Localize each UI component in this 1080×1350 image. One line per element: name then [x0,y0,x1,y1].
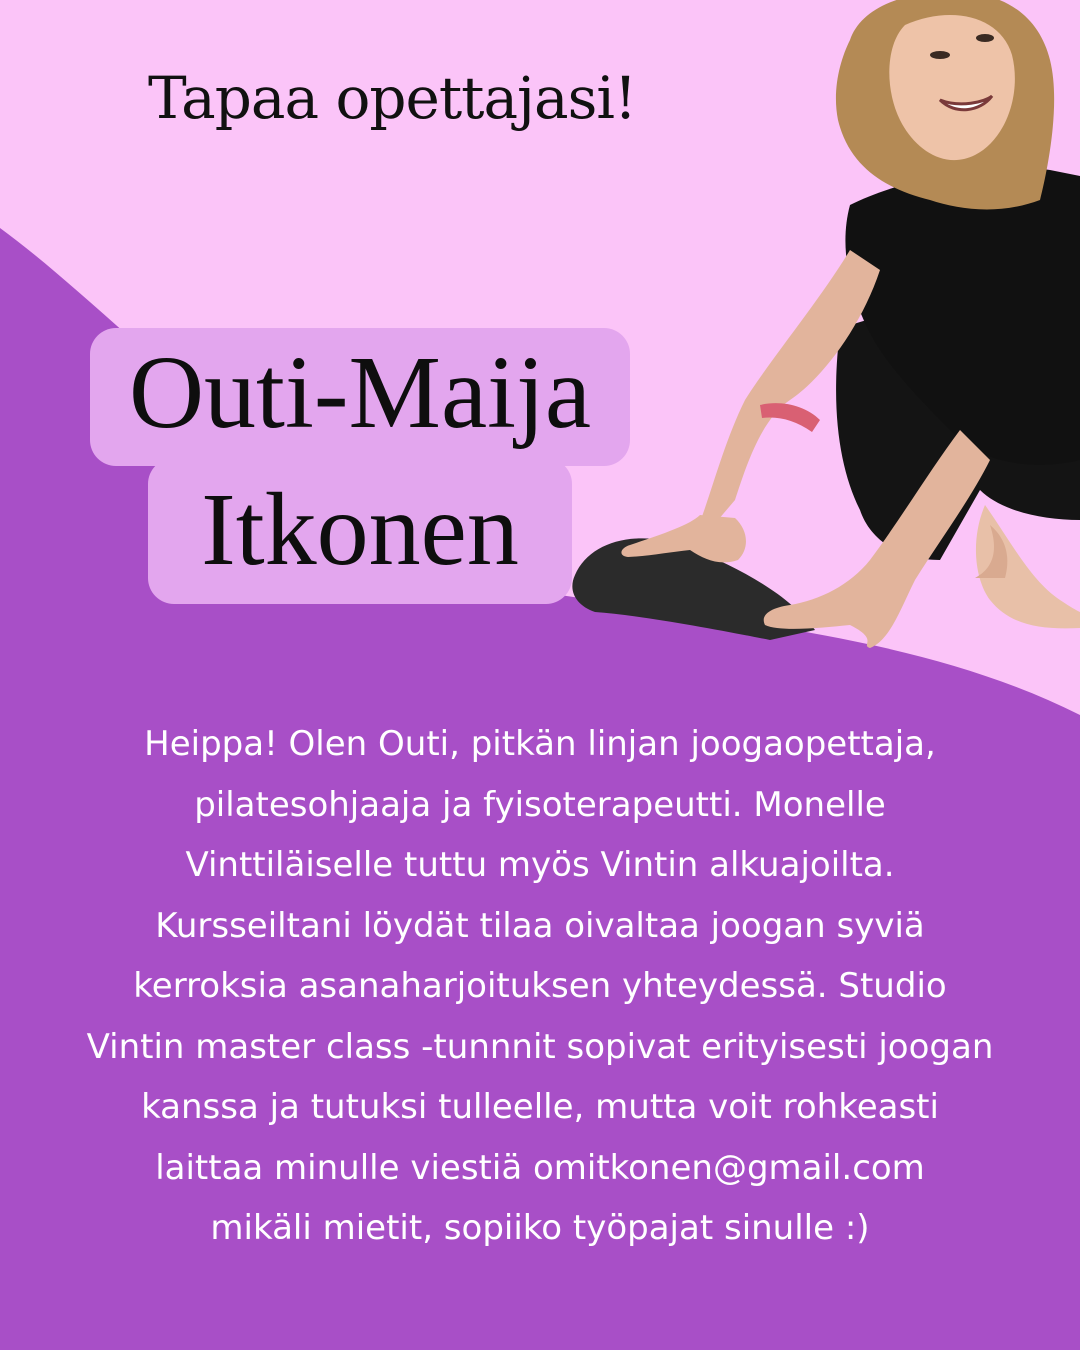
bio-line: Vinttiläiselle tuttu myös Vintin alkuajoilta. [185,845,895,885]
teacher-photo [572,0,1080,648]
bio-line: kanssa ja tutuksi tulleelle, mutta voit rohkeasti [141,1087,939,1127]
eye-left [930,51,950,59]
bio-line: Kursseiltani löydät tilaa oivaltaa joogan syviä [155,905,925,946]
bio-paragraph [40,714,1040,1259]
bio-line: Heippa! Olen Outi, pitkän linjan joogaopettaja, [144,724,936,764]
teacher-name-last: Itkonen [201,472,519,587]
kicker-title: Tapaa opettajasi! [148,64,637,132]
eye-right [976,34,994,42]
teacher-name-first: Outi-Maija [128,335,592,450]
bio-line: kerroksia asanaharjoituksen yhteydessä. Studio [133,966,947,1006]
bio-line: mikäli mietit, sopiiko työpajat sinulle :) [210,1208,870,1248]
bio-line: pilatesohjaaja ja fyisoterapeutti. Monelle [194,784,886,825]
bio-line: Vintin master class -tunnnit sopivat erityisesti joogan [86,1026,994,1067]
bio-line: laittaa minulle viestiä omitkonen@gmail.com [155,1147,925,1188]
